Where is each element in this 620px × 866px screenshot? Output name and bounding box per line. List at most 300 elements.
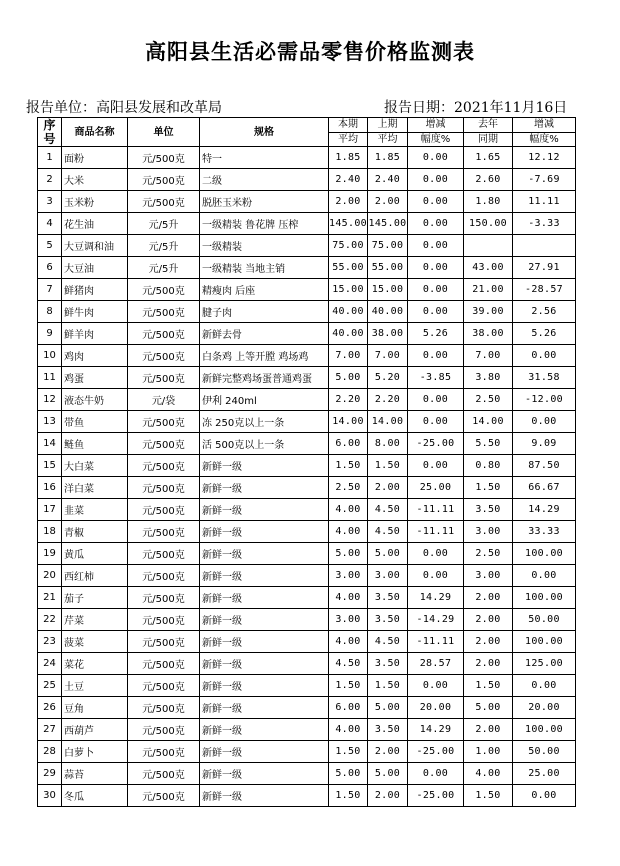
seq-cell: 30 bbox=[38, 785, 62, 807]
seq-cell: 13 bbox=[38, 411, 62, 433]
name-cell: 蒜苔 bbox=[62, 763, 128, 785]
lastyear-price-cell: 1.50 bbox=[464, 785, 513, 807]
current-price-cell: 3.00 bbox=[329, 609, 368, 631]
spec-cell: 新鲜一级 bbox=[200, 763, 329, 785]
name-cell: 鲜牛肉 bbox=[62, 301, 128, 323]
change-cell: 0.00 bbox=[408, 257, 464, 279]
header-lastyear-1: 去年 bbox=[464, 118, 513, 133]
lastyear-price-cell: 2.00 bbox=[464, 653, 513, 675]
last-price-cell: 4.50 bbox=[368, 499, 408, 521]
seq-cell: 5 bbox=[38, 235, 62, 257]
name-cell: 带鱼 bbox=[62, 411, 128, 433]
current-price-cell: 75.00 bbox=[329, 235, 368, 257]
yoy-change-cell: 27.91 bbox=[513, 257, 576, 279]
yoy-change-cell: 66.67 bbox=[513, 477, 576, 499]
current-price-cell: 1.85 bbox=[329, 147, 368, 169]
spec-cell: 新鲜一级 bbox=[200, 741, 329, 763]
table-row bbox=[38, 147, 576, 169]
change-cell: -25.00 bbox=[408, 785, 464, 807]
last-price-cell: 15.00 bbox=[368, 279, 408, 301]
table-row bbox=[38, 169, 576, 191]
change-cell: -11.11 bbox=[408, 521, 464, 543]
seq-cell: 25 bbox=[38, 675, 62, 697]
lastyear-price-cell: 43.00 bbox=[464, 257, 513, 279]
unit-cell: 元/袋 bbox=[128, 389, 200, 411]
seq-cell: 19 bbox=[38, 543, 62, 565]
current-price-cell: 5.00 bbox=[329, 763, 368, 785]
change-cell: 0.00 bbox=[408, 213, 464, 235]
seq-cell: 12 bbox=[38, 389, 62, 411]
header-unit: 单位 bbox=[128, 118, 200, 147]
change-cell: -11.11 bbox=[408, 631, 464, 653]
last-price-cell: 3.50 bbox=[368, 653, 408, 675]
last-price-cell: 8.00 bbox=[368, 433, 408, 455]
name-cell: 大米 bbox=[62, 169, 128, 191]
last-price-cell: 7.00 bbox=[368, 345, 408, 367]
seq-cell: 26 bbox=[38, 697, 62, 719]
yoy-change-cell: -28.57 bbox=[513, 279, 576, 301]
unit-cell: 元/500克 bbox=[128, 653, 200, 675]
table-row bbox=[38, 191, 576, 213]
change-cell: 5.26 bbox=[408, 323, 464, 345]
spec-cell: 一级精装 当地主销 bbox=[200, 257, 329, 279]
seq-cell: 1 bbox=[38, 147, 62, 169]
seq-cell: 8 bbox=[38, 301, 62, 323]
unit-cell: 元/500克 bbox=[128, 609, 200, 631]
seq-cell: 7 bbox=[38, 279, 62, 301]
table-row bbox=[38, 323, 576, 345]
unit-cell: 元/500克 bbox=[128, 411, 200, 433]
table-row bbox=[38, 785, 576, 807]
current-price-cell: 1.50 bbox=[329, 675, 368, 697]
change-cell: 0.00 bbox=[408, 169, 464, 191]
change-cell: 0.00 bbox=[408, 191, 464, 213]
change-cell: 0.00 bbox=[408, 235, 464, 257]
unit-cell: 元/500克 bbox=[128, 345, 200, 367]
name-cell: 芹菜 bbox=[62, 609, 128, 631]
header-yoy-2: 幅度% bbox=[513, 132, 576, 147]
seq-cell: 21 bbox=[38, 587, 62, 609]
last-price-cell: 5.00 bbox=[368, 543, 408, 565]
spec-cell: 冻 250克以上一条 bbox=[200, 411, 329, 433]
last-price-cell: 5.20 bbox=[368, 367, 408, 389]
unit-cell: 元/500克 bbox=[128, 631, 200, 653]
lastyear-price-cell: 2.00 bbox=[464, 631, 513, 653]
last-price-cell: 2.00 bbox=[368, 477, 408, 499]
current-price-cell: 2.00 bbox=[329, 191, 368, 213]
unit-cell: 元/500克 bbox=[128, 521, 200, 543]
current-price-cell: 55.00 bbox=[329, 257, 368, 279]
table-row bbox=[38, 389, 576, 411]
yoy-change-cell: 0.00 bbox=[513, 675, 576, 697]
name-cell: 玉米粉 bbox=[62, 191, 128, 213]
name-cell: 白萝卜 bbox=[62, 741, 128, 763]
change-cell: 0.00 bbox=[408, 147, 464, 169]
spec-cell: 新鲜一级 bbox=[200, 499, 329, 521]
table-row bbox=[38, 653, 576, 675]
spec-cell: 新鲜完整鸡场蛋普通鸡蛋 bbox=[200, 367, 329, 389]
change-cell: -11.11 bbox=[408, 499, 464, 521]
seq-cell: 23 bbox=[38, 631, 62, 653]
name-cell: 豆角 bbox=[62, 697, 128, 719]
current-price-cell: 14.00 bbox=[329, 411, 368, 433]
name-cell: 青椒 bbox=[62, 521, 128, 543]
unit-cell: 元/500克 bbox=[128, 147, 200, 169]
seq-cell: 14 bbox=[38, 433, 62, 455]
name-cell: 花生油 bbox=[62, 213, 128, 235]
lastyear-price-cell: 7.00 bbox=[464, 345, 513, 367]
name-cell: 冬瓜 bbox=[62, 785, 128, 807]
change-cell: 0.00 bbox=[408, 455, 464, 477]
last-price-cell: 145.00 bbox=[368, 213, 408, 235]
name-cell: 茄子 bbox=[62, 587, 128, 609]
yoy-change-cell: 0.00 bbox=[513, 411, 576, 433]
table-row bbox=[38, 433, 576, 455]
last-price-cell: 3.50 bbox=[368, 587, 408, 609]
spec-cell: 新鲜一级 bbox=[200, 565, 329, 587]
change-cell: 0.00 bbox=[408, 345, 464, 367]
lastyear-price-cell: 14.00 bbox=[464, 411, 513, 433]
current-price-cell: 145.00 bbox=[329, 213, 368, 235]
yoy-change-cell: 9.09 bbox=[513, 433, 576, 455]
change-cell: 0.00 bbox=[408, 763, 464, 785]
seq-cell: 6 bbox=[38, 257, 62, 279]
spec-cell: 新鲜一级 bbox=[200, 609, 329, 631]
seq-cell: 2 bbox=[38, 169, 62, 191]
lastyear-price-cell: 0.80 bbox=[464, 455, 513, 477]
unit-cell: 元/500克 bbox=[128, 169, 200, 191]
last-price-cell: 2.40 bbox=[368, 169, 408, 191]
yoy-change-cell: 5.26 bbox=[513, 323, 576, 345]
lastyear-price-cell bbox=[464, 235, 513, 257]
yoy-change-cell: 87.50 bbox=[513, 455, 576, 477]
yoy-change-cell: 20.00 bbox=[513, 697, 576, 719]
spec-cell: 腱子肉 bbox=[200, 301, 329, 323]
seq-cell: 29 bbox=[38, 763, 62, 785]
name-cell: 鸡肉 bbox=[62, 345, 128, 367]
change-cell: -14.29 bbox=[408, 609, 464, 631]
unit-cell: 元/500克 bbox=[128, 367, 200, 389]
change-cell: -25.00 bbox=[408, 433, 464, 455]
name-cell: 面粉 bbox=[62, 147, 128, 169]
spec-cell: 特一 bbox=[200, 147, 329, 169]
last-price-cell: 4.50 bbox=[368, 631, 408, 653]
lastyear-price-cell: 2.00 bbox=[464, 719, 513, 741]
table-row bbox=[38, 741, 576, 763]
current-price-cell: 2.50 bbox=[329, 477, 368, 499]
lastyear-price-cell: 1.50 bbox=[464, 477, 513, 499]
current-price-cell: 4.00 bbox=[329, 587, 368, 609]
yoy-change-cell: 100.00 bbox=[513, 719, 576, 741]
spec-cell: 新鲜一级 bbox=[200, 587, 329, 609]
change-cell: -3.85 bbox=[408, 367, 464, 389]
lastyear-price-cell: 3.00 bbox=[464, 521, 513, 543]
change-cell: 0.00 bbox=[408, 279, 464, 301]
seq-cell: 24 bbox=[38, 653, 62, 675]
lastyear-price-cell: 1.00 bbox=[464, 741, 513, 763]
lastyear-price-cell: 3.00 bbox=[464, 565, 513, 587]
change-cell: 0.00 bbox=[408, 675, 464, 697]
header-current-2: 平均 bbox=[329, 132, 368, 147]
spec-cell: 新鲜一级 bbox=[200, 785, 329, 807]
header-yoy-1: 增减 bbox=[513, 118, 576, 133]
unit-cell: 元/500克 bbox=[128, 301, 200, 323]
current-price-cell: 2.20 bbox=[329, 389, 368, 411]
seq-cell: 11 bbox=[38, 367, 62, 389]
unit-cell: 元/500克 bbox=[128, 323, 200, 345]
spec-cell: 新鲜一级 bbox=[200, 675, 329, 697]
spec-cell: 新鲜一级 bbox=[200, 631, 329, 653]
spec-cell: 一级精装 bbox=[200, 235, 329, 257]
lastyear-price-cell: 2.00 bbox=[464, 609, 513, 631]
table-row bbox=[38, 213, 576, 235]
change-cell: 0.00 bbox=[408, 543, 464, 565]
spec-cell: 一级精装 鲁花牌 压榨 bbox=[200, 213, 329, 235]
lastyear-price-cell: 1.65 bbox=[464, 147, 513, 169]
last-price-cell: 5.00 bbox=[368, 763, 408, 785]
lastyear-price-cell: 21.00 bbox=[464, 279, 513, 301]
header-last-1: 上期 bbox=[368, 118, 408, 133]
spec-cell: 脱胚玉米粉 bbox=[200, 191, 329, 213]
spec-cell: 新鲜一级 bbox=[200, 653, 329, 675]
seq-cell: 10 bbox=[38, 345, 62, 367]
yoy-change-cell: 50.00 bbox=[513, 609, 576, 631]
yoy-change-cell: 50.00 bbox=[513, 741, 576, 763]
unit-cell: 元/500克 bbox=[128, 697, 200, 719]
unit-cell: 元/500克 bbox=[128, 279, 200, 301]
yoy-change-cell: 100.00 bbox=[513, 543, 576, 565]
spec-cell: 伊利 240ml bbox=[200, 389, 329, 411]
last-price-cell: 38.00 bbox=[368, 323, 408, 345]
last-price-cell: 1.50 bbox=[368, 675, 408, 697]
header-change-1: 增减 bbox=[408, 118, 464, 133]
table-row bbox=[38, 477, 576, 499]
lastyear-price-cell: 38.00 bbox=[464, 323, 513, 345]
current-price-cell: 15.00 bbox=[329, 279, 368, 301]
lastyear-price-cell: 1.80 bbox=[464, 191, 513, 213]
table-row bbox=[38, 301, 576, 323]
last-price-cell: 3.50 bbox=[368, 609, 408, 631]
name-cell: 土豆 bbox=[62, 675, 128, 697]
lastyear-price-cell: 3.80 bbox=[464, 367, 513, 389]
current-price-cell: 40.00 bbox=[329, 323, 368, 345]
change-cell: 14.29 bbox=[408, 587, 464, 609]
unit-cell: 元/500克 bbox=[128, 543, 200, 565]
lastyear-price-cell: 5.00 bbox=[464, 697, 513, 719]
yoy-change-cell: 11.11 bbox=[513, 191, 576, 213]
price-table bbox=[37, 117, 576, 807]
table-row bbox=[38, 455, 576, 477]
seq-cell: 16 bbox=[38, 477, 62, 499]
lastyear-price-cell: 5.50 bbox=[464, 433, 513, 455]
name-cell: 大豆调和油 bbox=[62, 235, 128, 257]
spec-cell: 新鲜一级 bbox=[200, 697, 329, 719]
unit-cell: 元/5升 bbox=[128, 257, 200, 279]
unit-cell: 元/500克 bbox=[128, 433, 200, 455]
change-cell: -25.00 bbox=[408, 741, 464, 763]
table-row bbox=[38, 257, 576, 279]
current-price-cell: 1.50 bbox=[329, 785, 368, 807]
change-cell: 0.00 bbox=[408, 411, 464, 433]
seq-cell: 15 bbox=[38, 455, 62, 477]
unit-cell: 元/500克 bbox=[128, 719, 200, 741]
yoy-change-cell: 100.00 bbox=[513, 631, 576, 653]
change-cell: 28.57 bbox=[408, 653, 464, 675]
current-price-cell: 6.00 bbox=[329, 433, 368, 455]
table-row bbox=[38, 631, 576, 653]
table-row bbox=[38, 499, 576, 521]
unit-cell: 元/500克 bbox=[128, 499, 200, 521]
report-date: 报告日期：2021年11月16日 bbox=[384, 100, 568, 116]
yoy-change-cell: 25.00 bbox=[513, 763, 576, 785]
change-cell: 0.00 bbox=[408, 565, 464, 587]
lastyear-price-cell: 2.60 bbox=[464, 169, 513, 191]
last-price-cell: 55.00 bbox=[368, 257, 408, 279]
last-price-cell: 75.00 bbox=[368, 235, 408, 257]
yoy-change-cell: 31.58 bbox=[513, 367, 576, 389]
table-row bbox=[38, 411, 576, 433]
current-price-cell: 4.00 bbox=[329, 631, 368, 653]
name-cell: 菠菜 bbox=[62, 631, 128, 653]
unit-cell: 元/500克 bbox=[128, 191, 200, 213]
spec-cell: 新鲜一级 bbox=[200, 521, 329, 543]
name-cell: 鲜猪肉 bbox=[62, 279, 128, 301]
unit-cell: 元/500克 bbox=[128, 455, 200, 477]
unit-cell: 元/500克 bbox=[128, 565, 200, 587]
current-price-cell: 1.50 bbox=[329, 741, 368, 763]
yoy-change-cell: 2.56 bbox=[513, 301, 576, 323]
current-price-cell: 4.00 bbox=[329, 719, 368, 741]
name-cell: 鸡蛋 bbox=[62, 367, 128, 389]
last-price-cell: 2.00 bbox=[368, 191, 408, 213]
yoy-change-cell: 0.00 bbox=[513, 345, 576, 367]
last-price-cell: 2.00 bbox=[368, 741, 408, 763]
header-change-2: 幅度% bbox=[408, 132, 464, 147]
table-row bbox=[38, 235, 576, 257]
name-cell: 鲢鱼 bbox=[62, 433, 128, 455]
yoy-change-cell: 0.00 bbox=[513, 785, 576, 807]
yoy-change-cell: 14.29 bbox=[513, 499, 576, 521]
current-price-cell: 3.00 bbox=[329, 565, 368, 587]
header-spec: 规格 bbox=[200, 118, 329, 147]
lastyear-price-cell: 150.00 bbox=[464, 213, 513, 235]
change-cell: 0.00 bbox=[408, 301, 464, 323]
last-price-cell: 2.20 bbox=[368, 389, 408, 411]
table-row bbox=[38, 697, 576, 719]
yoy-change-cell bbox=[513, 235, 576, 257]
seq-cell: 9 bbox=[38, 323, 62, 345]
yoy-change-cell: 33.33 bbox=[513, 521, 576, 543]
lastyear-price-cell: 2.50 bbox=[464, 543, 513, 565]
name-cell: 大豆油 bbox=[62, 257, 128, 279]
yoy-change-cell: 125.00 bbox=[513, 653, 576, 675]
name-cell: 西红柿 bbox=[62, 565, 128, 587]
spec-cell: 新鲜一级 bbox=[200, 455, 329, 477]
spec-cell: 活 500克以上一条 bbox=[200, 433, 329, 455]
lastyear-price-cell: 2.50 bbox=[464, 389, 513, 411]
last-price-cell: 5.00 bbox=[368, 697, 408, 719]
current-price-cell: 5.00 bbox=[329, 543, 368, 565]
table-row bbox=[38, 367, 576, 389]
yoy-change-cell: 0.00 bbox=[513, 565, 576, 587]
unit-cell: 元/500克 bbox=[128, 477, 200, 499]
seq-cell: 22 bbox=[38, 609, 62, 631]
unit-cell: 元/500克 bbox=[128, 741, 200, 763]
header-current-1: 本期 bbox=[329, 118, 368, 133]
header-lastyear-2: 同期 bbox=[464, 132, 513, 147]
header-seq: 序 号 bbox=[38, 118, 62, 147]
spec-cell: 白条鸡 上等开膛 鸡场鸡 bbox=[200, 345, 329, 367]
table-row bbox=[38, 675, 576, 697]
name-cell: 鲜羊肉 bbox=[62, 323, 128, 345]
current-price-cell: 7.00 bbox=[329, 345, 368, 367]
spec-cell: 二级 bbox=[200, 169, 329, 191]
change-cell: 14.29 bbox=[408, 719, 464, 741]
unit-cell: 元/500克 bbox=[128, 763, 200, 785]
seq-cell: 28 bbox=[38, 741, 62, 763]
table-row bbox=[38, 587, 576, 609]
current-price-cell: 40.00 bbox=[329, 301, 368, 323]
change-cell: 20.00 bbox=[408, 697, 464, 719]
lastyear-price-cell: 1.50 bbox=[464, 675, 513, 697]
page-title: 高阳县生活必需品零售价格监测表 bbox=[145, 40, 475, 64]
current-price-cell: 4.50 bbox=[329, 653, 368, 675]
change-cell: 25.00 bbox=[408, 477, 464, 499]
spec-cell: 新鲜一级 bbox=[200, 477, 329, 499]
last-price-cell: 3.00 bbox=[368, 565, 408, 587]
last-price-cell: 2.00 bbox=[368, 785, 408, 807]
yoy-change-cell: 12.12 bbox=[513, 147, 576, 169]
lastyear-price-cell: 3.50 bbox=[464, 499, 513, 521]
last-price-cell: 1.85 bbox=[368, 147, 408, 169]
lastyear-price-cell: 39.00 bbox=[464, 301, 513, 323]
current-price-cell: 2.40 bbox=[329, 169, 368, 191]
current-price-cell: 1.50 bbox=[329, 455, 368, 477]
yoy-change-cell: -3.33 bbox=[513, 213, 576, 235]
current-price-cell: 6.00 bbox=[329, 697, 368, 719]
current-price-cell: 4.00 bbox=[329, 521, 368, 543]
last-price-cell: 4.50 bbox=[368, 521, 408, 543]
yoy-change-cell: -7.69 bbox=[513, 169, 576, 191]
lastyear-price-cell: 2.00 bbox=[464, 587, 513, 609]
spec-cell: 新鲜一级 bbox=[200, 543, 329, 565]
yoy-change-cell: 100.00 bbox=[513, 587, 576, 609]
header-last-2: 平均 bbox=[368, 132, 408, 147]
table-row bbox=[38, 543, 576, 565]
unit-cell: 元/5升 bbox=[128, 235, 200, 257]
unit-cell: 元/500克 bbox=[128, 785, 200, 807]
name-cell: 洋白菜 bbox=[62, 477, 128, 499]
current-price-cell: 4.00 bbox=[329, 499, 368, 521]
seq-cell: 17 bbox=[38, 499, 62, 521]
header-name: 商品名称 bbox=[62, 118, 128, 147]
seq-cell: 27 bbox=[38, 719, 62, 741]
table-row bbox=[38, 565, 576, 587]
last-price-cell: 40.00 bbox=[368, 301, 408, 323]
current-price-cell: 5.00 bbox=[329, 367, 368, 389]
seq-cell: 3 bbox=[38, 191, 62, 213]
seq-cell: 20 bbox=[38, 565, 62, 587]
report-unit: 报告单位：高阳县发展和改革局 bbox=[26, 100, 222, 116]
table-row bbox=[38, 609, 576, 631]
name-cell: 韭菜 bbox=[62, 499, 128, 521]
name-cell: 大白菜 bbox=[62, 455, 128, 477]
table-row bbox=[38, 345, 576, 367]
table-row bbox=[38, 719, 576, 741]
name-cell: 菜花 bbox=[62, 653, 128, 675]
table-row bbox=[38, 279, 576, 301]
name-cell: 液态牛奶 bbox=[62, 389, 128, 411]
